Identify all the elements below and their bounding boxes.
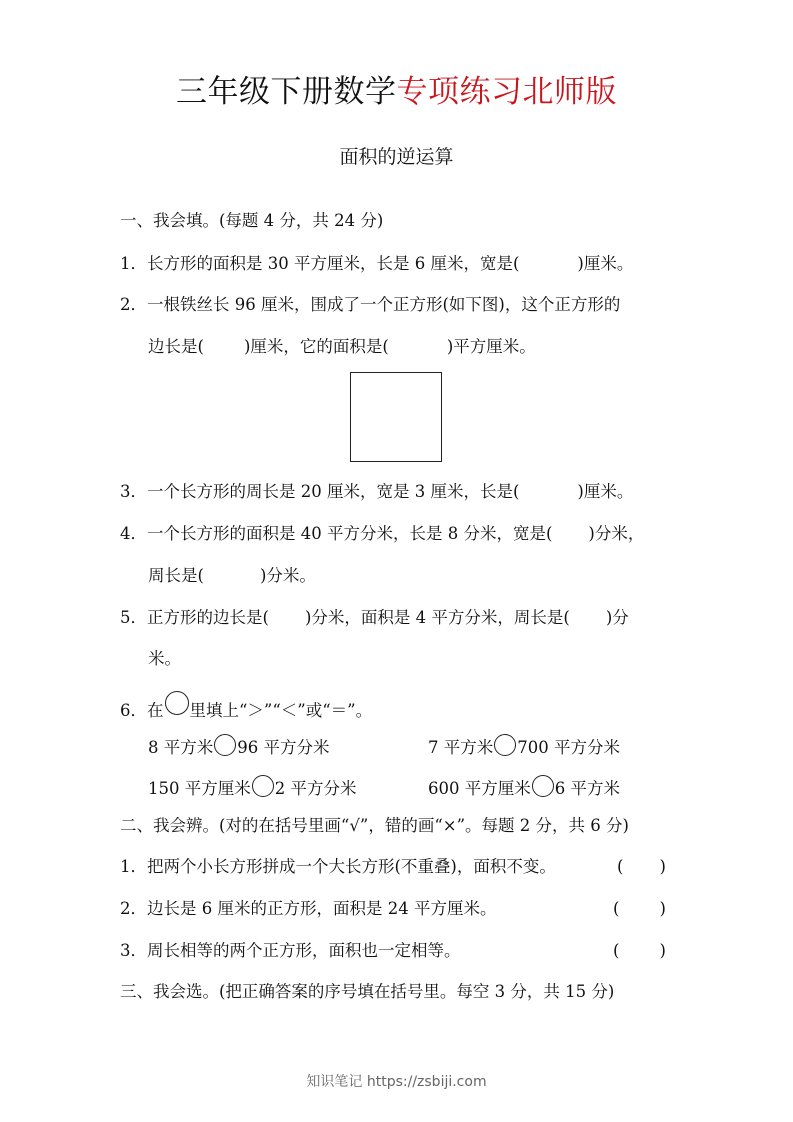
footer-watermark: 知识笔记 https://zsbiji.com: [306, 1074, 487, 1090]
judge-bracket[interactable]: ( ): [613, 941, 666, 960]
page-subtitle: 面积的逆运算: [339, 146, 454, 168]
page-title: [0, 66, 793, 111]
question-3: 3．一个长方形的周长是 20 厘米，宽是 3 厘米，长是( )厘米。: [120, 482, 634, 501]
judge-item: 2．边长是 6 厘米的正方形，面积是 24 平方厘米。: [120, 899, 497, 918]
section3-heading: 三、我会选。(把正确答案的序号填在括号里。每空 3 分，共 15 分): [120, 982, 615, 1001]
question-2-line2: 边长是( )厘米，它的面积是( )平方厘米。: [148, 337, 536, 356]
compare-item: 150 平方厘米 2 平方分米: [148, 775, 357, 800]
compare-item: 8 平方米 96 平方分米: [148, 734, 330, 759]
judge-item: 1．把两个小长方形拼成一个大长方形(不重叠)，面积不变。: [120, 857, 556, 876]
section2-heading: 二、我会辨。(对的在括号里画“√”，错的画“×”。每题 2 分，共 6 分): [120, 816, 629, 835]
question-4-line1: 4．一个长方形的面积是 40 平方分米，长是 8 分米，宽是( )分米，: [120, 524, 645, 543]
question-5-line2: 米。: [148, 649, 181, 668]
section1-heading: 一、我会填。(每题 4 分，共 24 分): [120, 211, 384, 230]
judge-bracket[interactable]: ( ): [613, 899, 666, 918]
compare-circle-input[interactable]: [494, 734, 516, 756]
judge-item: 3．周长相等的两个正方形，面积也一定相等。: [120, 941, 461, 960]
question-6: 6．在 里填上“＞”“＜”或“＝”。: [120, 691, 372, 722]
compare-circle-input[interactable]: [252, 775, 274, 797]
title-red: 专项练习北师版: [396, 74, 617, 110]
question-5-line1: 5．正方形的边长是( )分米，面积是 4 平方分米，周长是( )分: [120, 608, 629, 627]
square-figure: [350, 372, 442, 462]
question-2-line1: 2．一根铁丝长 96 厘米，围成了一个正方形(如下图)，这个正方形的: [120, 295, 621, 314]
compare-circle-input[interactable]: [214, 734, 236, 756]
title-black: 三年级下册数学: [176, 74, 397, 110]
compare-item: 600 平方厘米 6 平方米: [428, 775, 620, 800]
question-1: 1．长方形的面积是 30 平方厘米，长是 6 厘米，宽是( )厘米。: [120, 254, 634, 273]
compare-circle-input[interactable]: [532, 775, 554, 797]
circle-icon: [165, 691, 189, 715]
judge-bracket[interactable]: ( ): [617, 857, 666, 876]
compare-item: 7 平方米 700 平方分米: [428, 734, 620, 759]
question-4-line2: 周长是( )分米。: [148, 566, 316, 585]
